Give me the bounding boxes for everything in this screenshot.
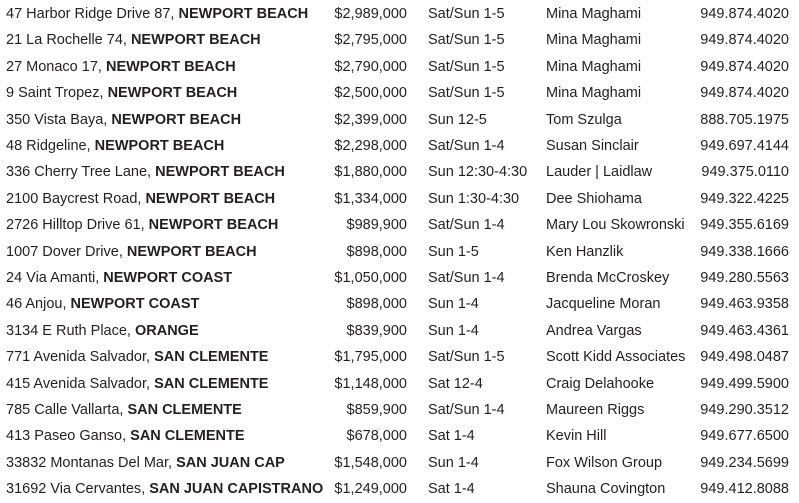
listing-row bbox=[0, 423, 799, 449]
listing-address bbox=[6, 423, 245, 449]
listing-row bbox=[0, 476, 799, 502]
listing-street: 2726 Hilltop Drive 61, bbox=[6, 217, 149, 234]
listing-street: 33832 Montanas Del Mar, bbox=[6, 454, 177, 471]
listing-city: NEWPORT BEACH bbox=[130, 32, 261, 49]
listing-row bbox=[0, 397, 799, 423]
listing-phone: 949.499.5900 bbox=[700, 375, 789, 392]
listing-address bbox=[6, 397, 242, 423]
listing-agent: Ken Hanzlik bbox=[546, 243, 624, 260]
listing-agent: Shauna Covington bbox=[546, 481, 666, 498]
listing-phone: 949.375.0110 bbox=[701, 164, 789, 181]
listing-address bbox=[6, 239, 257, 265]
listing-phone: 949.874.4020 bbox=[700, 32, 789, 49]
listing-row bbox=[0, 27, 799, 53]
listing-row bbox=[0, 80, 799, 106]
listing-city: SAN CLEMENTE bbox=[154, 375, 269, 392]
listing-agent: Jacqueline Moran bbox=[546, 296, 661, 313]
listing-street: 27 Monaco 17, bbox=[6, 58, 106, 75]
listing-address bbox=[6, 159, 285, 185]
listing-open-time: Sun 1-4 bbox=[428, 454, 479, 471]
listing-city: NEWPORT BEACH bbox=[148, 217, 279, 234]
listing-row bbox=[0, 371, 799, 397]
listing-row bbox=[0, 265, 799, 291]
listing-street: 31692 Via Cervantes, bbox=[6, 481, 150, 498]
listing-phone: 888.705.1975 bbox=[700, 111, 789, 128]
listing-price: $2,298,000 bbox=[334, 138, 407, 154]
listing-agent: Mina Maghami bbox=[546, 58, 642, 75]
listing-city: SAN CLEMENTE bbox=[127, 402, 242, 418]
listing-row bbox=[0, 54, 799, 80]
listing-phone: 949.874.4020 bbox=[700, 6, 789, 22]
listing-phone: 949.498.0487 bbox=[700, 349, 789, 366]
listing-street: 21 La Rochelle 74, bbox=[6, 32, 131, 49]
listing-phone: 949.412.8088 bbox=[700, 481, 789, 498]
listing-price: $1,050,000 bbox=[334, 270, 407, 286]
listing-row bbox=[0, 133, 799, 159]
listing-phone: 949.355.6169 bbox=[700, 217, 789, 234]
listing-phone: 949.322.4225 bbox=[700, 190, 789, 207]
listing-open-time: Sat 1-4 bbox=[428, 428, 475, 445]
listing-city: SAN CLEMENTE bbox=[130, 428, 245, 445]
listing-street: 24 Via Amanti, bbox=[6, 270, 104, 286]
listing-phone: 949.874.4020 bbox=[700, 58, 789, 75]
listing-row bbox=[0, 159, 799, 185]
listing-open-time: Sat/Sun 1-4 bbox=[428, 138, 505, 154]
listing-row bbox=[0, 291, 799, 317]
listing-open-time: Sun 1-5 bbox=[428, 243, 479, 260]
listing-open-time: Sat 12-4 bbox=[428, 375, 483, 392]
listing-street: 48 Ridgeline, bbox=[6, 138, 95, 154]
listing-agent: Mina Maghami bbox=[546, 32, 642, 49]
listing-street: 771 Avenida Salvador, bbox=[6, 349, 155, 366]
listing-agent: Susan Sinclair bbox=[546, 138, 639, 154]
listing-address bbox=[6, 107, 241, 133]
listing-open-time: Sat/Sun 1-4 bbox=[428, 402, 505, 418]
listing-street: 350 Vista Baya, bbox=[6, 111, 112, 128]
listing-price: $2,500,000 bbox=[334, 85, 407, 102]
listing-row bbox=[0, 1, 799, 27]
listing-agent: Maureen Riggs bbox=[546, 402, 645, 418]
listing-price: $859,900 bbox=[346, 402, 407, 418]
listing-phone: 949.234.5699 bbox=[700, 454, 789, 471]
listing-address bbox=[6, 80, 237, 106]
listing-phone: 949.280.5563 bbox=[700, 270, 789, 286]
listing-street: 1007 Dover Drive, bbox=[6, 243, 127, 260]
listing-city: NEWPORT BEACH bbox=[145, 190, 276, 207]
listing-street: 9 Saint Tropez, bbox=[6, 85, 108, 102]
listing-open-time: Sat/Sun 1-5 bbox=[428, 32, 505, 49]
listing-row bbox=[0, 107, 799, 133]
listing-street: 2100 Baycrest Road, bbox=[6, 190, 146, 207]
listing-address bbox=[6, 476, 323, 502]
listing-row bbox=[0, 318, 799, 344]
listing-open-time: Sun 1-4 bbox=[428, 322, 479, 339]
listing-city: NEWPORT BEACH bbox=[94, 138, 225, 154]
listing-address bbox=[6, 371, 268, 397]
listing-agent: Mina Maghami bbox=[546, 6, 642, 22]
listing-city: NEWPORT COAST bbox=[103, 270, 233, 286]
listing-phone: 949.338.1666 bbox=[700, 243, 789, 260]
listing-open-time: Sat/Sun 1-4 bbox=[428, 217, 505, 234]
listing-address bbox=[6, 27, 261, 53]
listing-price: $898,000 bbox=[346, 243, 407, 260]
listing-agent: Mina Maghami bbox=[546, 85, 642, 102]
listing-open-time: Sun 1-4 bbox=[428, 296, 479, 313]
listing-open-time: Sun 1:30-4:30 bbox=[428, 190, 520, 207]
listing-street: 415 Avenida Salvador, bbox=[6, 375, 155, 392]
listing-open-time: Sat/Sun 1-5 bbox=[428, 6, 505, 22]
listing-row bbox=[0, 239, 799, 265]
listing-price: $2,989,000 bbox=[334, 6, 407, 22]
listing-address bbox=[6, 450, 285, 476]
listing-address bbox=[6, 54, 236, 80]
listing-open-time: Sat/Sun 1-4 bbox=[428, 270, 505, 286]
listing-row bbox=[0, 186, 799, 212]
listing-open-time: Sun 12-5 bbox=[428, 111, 487, 128]
listing-phone: 949.463.9358 bbox=[700, 296, 789, 313]
listing-address bbox=[6, 344, 268, 370]
listing-address bbox=[6, 212, 278, 238]
listing-city: NEWPORT BEACH bbox=[126, 243, 257, 260]
listing-agent: Tom Szulga bbox=[546, 111, 622, 128]
listing-phone: 949.290.3512 bbox=[700, 402, 789, 418]
listing-row bbox=[0, 344, 799, 370]
listing-price: $678,000 bbox=[346, 428, 407, 445]
listing-price: $2,790,000 bbox=[334, 58, 407, 75]
listing-city: NEWPORT BEACH bbox=[105, 58, 236, 75]
listing-price: $1,148,000 bbox=[334, 375, 407, 392]
listing-phone: 949.677.6500 bbox=[700, 428, 789, 445]
listing-address bbox=[6, 186, 275, 212]
listing-agent: Scott Kidd Associates bbox=[546, 349, 686, 366]
listing-city: NEWPORT COAST bbox=[70, 296, 200, 313]
listing-price: $2,795,000 bbox=[334, 32, 407, 49]
listing-price: $1,249,000 bbox=[334, 481, 407, 498]
listing-city: ORANGE bbox=[134, 322, 199, 339]
listing-open-time: Sun 12:30-4:30 bbox=[428, 164, 528, 181]
listing-phone: 949.874.4020 bbox=[700, 85, 789, 102]
listing-agent: Brenda McCroskey bbox=[546, 270, 670, 286]
listing-phone: 949.463.4361 bbox=[700, 322, 789, 339]
listing-agent: Fox Wilson Group bbox=[546, 454, 663, 471]
listing-city: SAN JUAN CAPISTRANO bbox=[149, 481, 324, 498]
listing-agent: Craig Delahooke bbox=[546, 375, 655, 392]
listing-open-time: Sat 1-4 bbox=[428, 481, 475, 498]
listing-address bbox=[6, 1, 308, 27]
listing-address bbox=[6, 265, 232, 291]
listing-street: 336 Cherry Tree Lane, bbox=[6, 164, 156, 181]
listing-open-time: Sat/Sun 1-5 bbox=[428, 349, 505, 366]
listing-street: 3134 E Ruth Place, bbox=[6, 322, 135, 339]
listing-street: 785 Calle Vallarta, bbox=[6, 402, 128, 418]
listing-city: NEWPORT BEACH bbox=[155, 164, 285, 181]
listing-price: $989,900 bbox=[346, 217, 407, 234]
listing-price: $2,399,000 bbox=[334, 111, 407, 128]
listing-address bbox=[6, 133, 224, 159]
listing-price: $1,880,000 bbox=[334, 164, 407, 181]
listing-agent: Dee Shiohama bbox=[546, 190, 642, 207]
listing-row bbox=[0, 450, 799, 476]
listing-street: 46 Anjou, bbox=[6, 296, 71, 313]
listing-price: $898,000 bbox=[346, 296, 407, 313]
listing-street: 47 Harbor Ridge Drive 87, bbox=[6, 6, 179, 22]
listing-city: NEWPORT BEACH bbox=[107, 85, 238, 102]
listing-price: $1,548,000 bbox=[334, 454, 407, 471]
listing-agent: Andrea Vargas bbox=[546, 322, 642, 339]
listing-open-time: Sat/Sun 1-5 bbox=[428, 85, 505, 102]
listing-city: SAN JUAN CAP bbox=[176, 454, 285, 471]
listing-price: $839,900 bbox=[346, 322, 407, 339]
listing-agent: Kevin Hill bbox=[546, 428, 607, 445]
listing-price: $1,795,000 bbox=[334, 349, 407, 366]
listing-agent: Lauder | Laidlaw bbox=[546, 164, 653, 181]
listing-phone: 949.697.4144 bbox=[700, 138, 789, 154]
listing-city: NEWPORT BEACH bbox=[111, 111, 242, 128]
listing-address bbox=[6, 318, 199, 344]
listing-row bbox=[0, 212, 799, 238]
listing-agent: Mary Lou Skowronski bbox=[546, 217, 685, 234]
listing-price: $1,334,000 bbox=[334, 190, 407, 207]
listing-city: NEWPORT BEACH bbox=[178, 6, 309, 22]
listing-open-time: Sat/Sun 1-5 bbox=[428, 58, 505, 75]
listing-city: SAN CLEMENTE bbox=[154, 349, 269, 366]
listing-street: 413 Paseo Ganso, bbox=[6, 428, 131, 445]
listing-address bbox=[6, 291, 199, 317]
